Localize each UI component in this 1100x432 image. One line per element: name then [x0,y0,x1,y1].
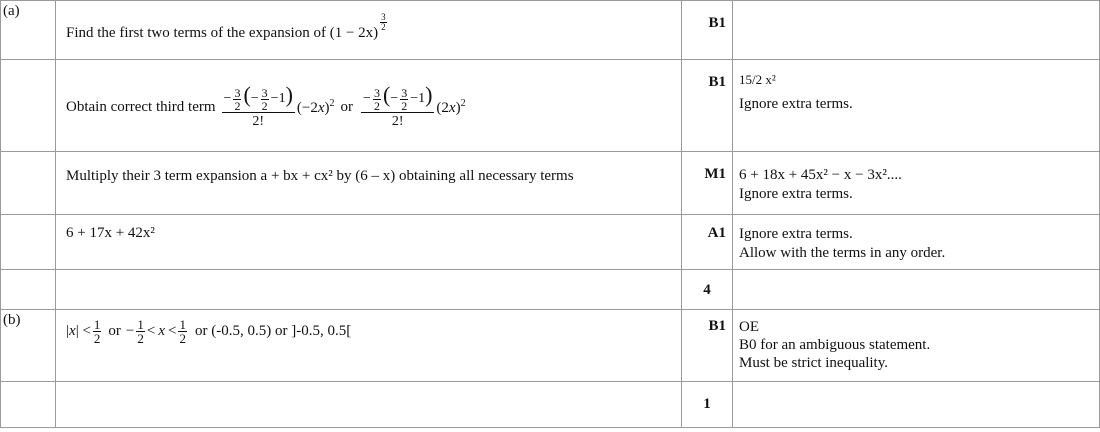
guidance-line: B0 for an ambiguous statement. [739,337,931,353]
guidance-line: Ignore extra terms. [739,226,853,242]
third-term-fraction-2: − $\frac{3}{2}$ (− $\frac{3}{2}$ −1) 2! [363,82,433,129]
part-label: (a) [1,1,56,60]
guidance-line: 6 + 18x + 45x² − x − 3x².... [739,167,902,183]
guidance-cell [733,60,1100,152]
total-mark: 1 [682,382,733,428]
exponent-num: 3 [381,12,386,22]
mark-cell: M1 [682,152,733,215]
guidance-cell [733,215,1100,270]
answer-cell: Find the first two terms of the expansion of (1 − 2x) $^{\frac{3}{2}}$ [56,1,682,60]
table-row [1,215,1100,270]
guidance-line: Ignore extra terms. [739,186,853,202]
answer-label: Obtain correct third term [66,99,216,115]
table-row [1,382,1100,428]
guidance-line: Must be strict inequality. [739,355,889,371]
mark-cell: A1 [682,215,733,270]
table-row [1,270,1100,310]
table-row [1,152,1100,215]
answer-cell: Obtain correct third term − $\frac{3}{2}$ (− $\frac{3}{2}$ −1) 2! $(-2x)^2$ or − $\frac{3}{2}$ (− $\frac{3}{2}$ −1) 2! $(2x)^2$ [56,60,682,152]
guidance-line: Allow with the terms in any order. [739,245,946,261]
table-row [1,60,1100,152]
third-term-fraction-1: − $\frac{3}{2}$ (− $\frac{3}{2}$ −1) 2! [223,82,293,129]
guidance-line: Ignore extra terms. [739,96,853,112]
guidance-cell [733,310,1100,382]
table-row [1,310,1100,382]
answer-text: Find the first two terms of the expansion of (1 − 2x) [66,24,379,41]
mark-cell: B1 [682,1,733,60]
answer-cell: | x | < $\frac{1}{2}$ or − $\frac{1}{2}$ < x < $\frac{1}{2}$ or (-0.5, 0.5) or ]-0.5, 0.5[ [56,310,682,382]
part-label: (b) [1,310,56,382]
guidance-line: 15/2 x² [739,72,776,87]
total-mark: 4 [682,270,733,310]
guidance-line: OE [739,319,759,335]
mark-cell: B1 [682,310,733,382]
mark-cell: B1 [682,60,733,152]
guidance-cell [733,1,1100,60]
table-row [1,1,1100,60]
guidance-cell [733,152,1100,215]
answer-cell: Multiply their 3 term expansion a + bx + cx² by (6 – x) obtaining all necessary terms [56,152,682,215]
answer-cell: 6 + 17x + 42x² [56,215,682,270]
